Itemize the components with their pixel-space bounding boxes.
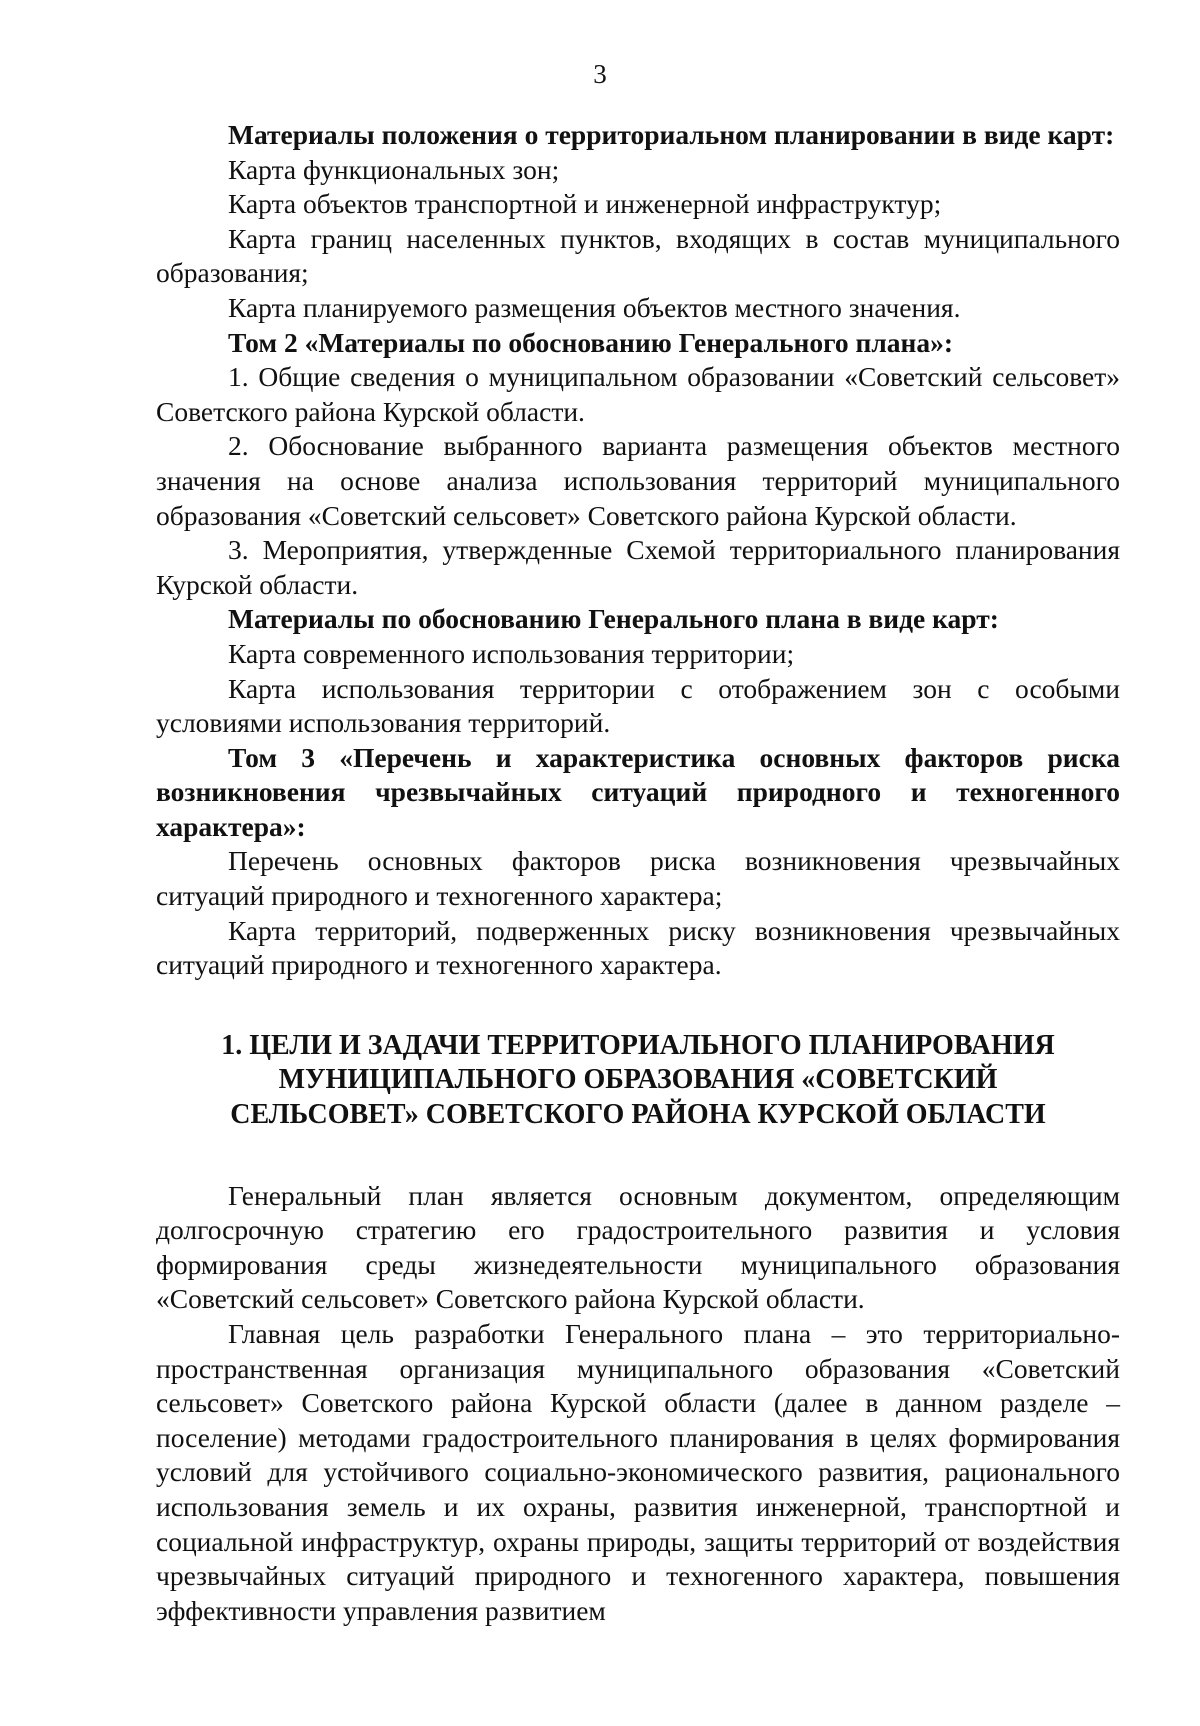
chapter-heading-line: СЕЛЬСОВЕТ» СОВЕТСКОГО РАЙОНА КУРСКОЙ ОБЛАСТИ xyxy=(230,1099,1046,1131)
chapter-heading-line: 1. ЦЕЛИ И ЗАДАЧИ ТЕРРИТОРИАЛЬНОГО ПЛАНИРОВАНИЯ xyxy=(221,1029,1055,1061)
document-body xyxy=(156,118,1120,1628)
volume-3-title: Том 3 «Перечень и характеристика основных факторов риска возникновения чрезвычайных ситуаций природного и техногенного характера»: xyxy=(156,741,1120,842)
map-list-item: Карта функциональных зон; xyxy=(228,153,560,185)
map-list-item: Карта объектов транспортной и инженерной инфраструктур; xyxy=(228,188,942,220)
volume-2-item: 1. Общие сведения о муниципальном образовании «Советский сельсовет» Советского района Курской области. xyxy=(156,361,1120,427)
volume-2-maps-heading: Материалы по обоснованию Генерального плана в виде карт: xyxy=(228,603,999,635)
chapter-paragraph: Главная цель разработки Генерального плана – это территориально-пространственная организация муниципального образования «Советский сельсовет» Советского района Курской области (далее в данном разделе – поселение) методами градостроительного планирования в целях формирования условий для устойчивого социально-экономического развития, рационального использования земель и их охраны, развития инженерной, транспортной и социальной инфраструктур, охраны природы, защиты территорий от воздействия чрезвычайных ситуаций природного и техногенного характера, повышения эффективности управления развитием xyxy=(156,1318,1120,1626)
chapter-paragraph: Генеральный план является основным документом, определяющим долгосрочную стратегию его градостроительного развития и условия формирования среды жизнедеятельности муниципального образования «Советский сельсовет» Советского района Курской области. xyxy=(156,1179,1120,1315)
volume-3-item: Перечень основных факторов риска возникновения чрезвычайных ситуаций природного и техногенного характера; xyxy=(156,845,1120,912)
chapter-1-heading xyxy=(156,1029,1120,1133)
volume-2-map-item: Карта современного использования территории; xyxy=(228,637,795,669)
maps-section-heading: Материалы положения о территориальном планировании в виде карт: xyxy=(228,119,1115,150)
volume-3-item: Карта территорий, подверженных риску возникновения чрезвычайных ситуаций природного и техногенного характера. xyxy=(156,914,1120,981)
volume-2-map-item: Карта использования территории с отображением зон с особыми условиями использования территорий. xyxy=(156,672,1120,739)
volume-2-item: 2. Обоснование выбранного варианта размещения объектов местного значения на основе анализа использования территорий муниципального образования «Советский сельсовет» Советского района Курской области. xyxy=(156,430,1120,531)
volume-2-title: Том 2 «Материалы по обоснованию Генерального плана»: xyxy=(228,326,954,358)
page-number: 3 xyxy=(593,59,607,89)
chapter-heading-line: МУНИЦИПАЛЬНОГО ОБРАЗОВАНИЯ «СОВЕТСКИЙ xyxy=(278,1064,998,1096)
volume-2-item: 3. Мероприятия, утвержденные Схемой территориального планирования Курской области. xyxy=(156,534,1120,600)
map-list-item: Карта границ населенных пунктов, входящих в состав муниципального образования; xyxy=(156,222,1120,289)
map-list-item: Карта планируемого размещения объектов местного значения. xyxy=(228,291,961,323)
